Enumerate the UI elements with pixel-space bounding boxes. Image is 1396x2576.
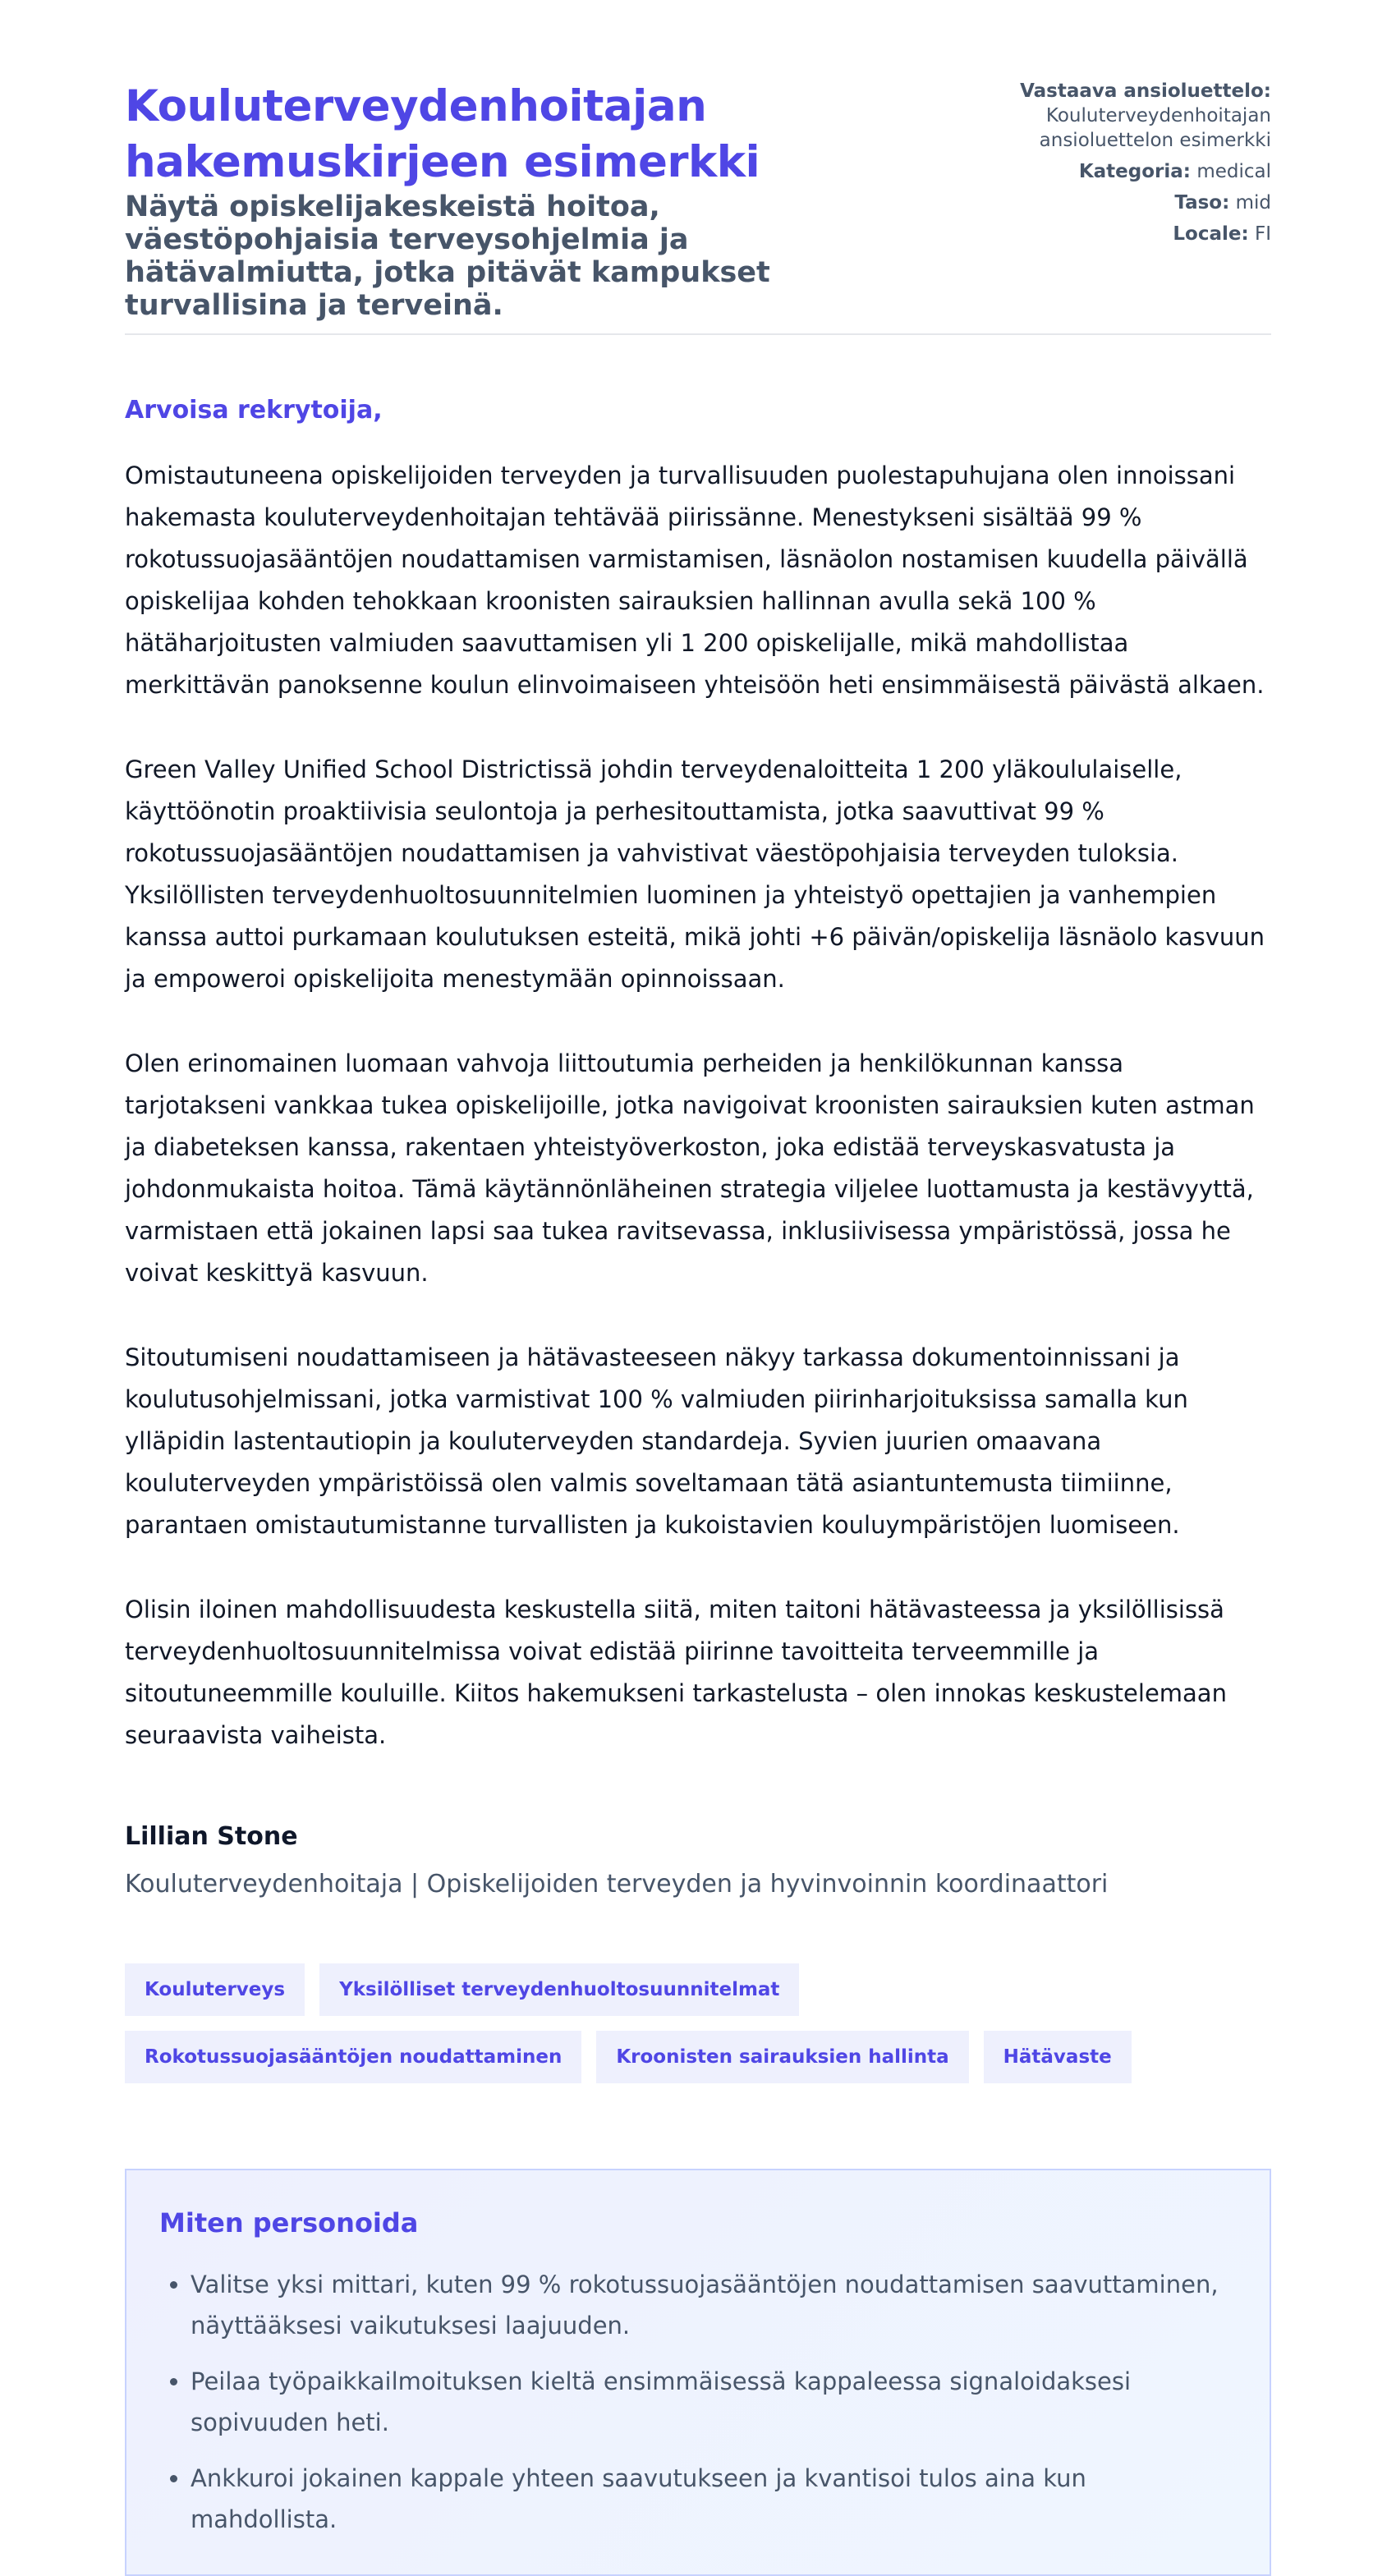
skill-tag: Rokotussuojasääntöjen noudattaminen: [125, 2031, 581, 2083]
meta-locale-value: FI: [1254, 223, 1271, 245]
skill-tag: Kouluterveys: [125, 1963, 305, 2016]
meta-category-label: Kategoria:: [1078, 161, 1191, 182]
letter-paragraph: Olen erinomainen luomaan vahvoja liittoutumia perheiden ja henkilökunnan kanssa tarjotakseni vankkaa tukea opiskelijoille, jotka navigoivat kroonisten sairauksien kuten astman ja diabeteksen kanssa, rakentaen yhteistyöverkoston, joka edistää terveyskasvatusta ja johdonmukaista hoitoa. Tämä käytännönläheinen strategia viljelee luottamusta ja kestävyyttä, varmistaen että jokainen lapsi saa tukea ravitsevassa, inklusiivisessa ympäristössä, jossa he voivat keskittyä kasvuun.: [125, 1049, 1255, 1287]
header-divider: [125, 333, 1271, 335]
title-block: [125, 79, 847, 322]
skill-tag: Yksilölliset terveydenhuoltosuunnitelmat: [319, 1963, 799, 2016]
meta-resume: [910, 79, 1271, 153]
letter-paragraph: Sitoutumiseni noudattamiseen ja hätävasteeseen näkyy tarkassa dokumentoinnissani ja koulutusohjelmissani, jotka varmistivat 100 % valmiuden piirinharjoituksissa samalla kun ylläpidin lastentautiopin ja kouluterveyden standardeja. Syvien juurien omaavana kouluterveyden ympäristöissä olen valmis soveltamaan tätä asiantuntemusta tiimiinne, parantaen omistautumistanne turvallisten ja kukoistavien kouluympäristöjen luomiseen.: [125, 1343, 1188, 1539]
tips-title: Miten personoida: [159, 2207, 419, 2239]
meta-level: [910, 191, 1271, 215]
signature-name: Lillian Stone: [125, 1822, 298, 1851]
meta-level-label: Taso:: [1174, 192, 1230, 214]
letter-body: [125, 455, 1271, 1756]
letter-paragraph: Olisin iloinen mahdollisuudesta keskustella siitä, miten taitoni hätävasteessa ja yksilöllisissä terveydenhuoltosuunnitelmissa voivat edistää piirinne tavoitteita terveemmille ja sitoutuneemmille kouluille. Kiitos hakemukseni tarkastelusta – olen innokas keskustelemaan seuraavista vaiheista.: [125, 1596, 1227, 1749]
tips-list: [159, 2264, 1237, 2540]
page-header: [125, 79, 1271, 333]
letter-greeting: Arvoisa rekrytoija,: [125, 396, 383, 425]
signature-block: [125, 1821, 1271, 1901]
skill-tag: Hätävaste: [984, 2031, 1132, 2083]
page-title: Kouluterveydenhoitajan hakemuskirjeen esimerkki: [125, 81, 760, 187]
tip-item: • Ankkuroi jokainen kappale yhteen saavutukseen ja kvantisoi tulos aina kun mahdollista.: [191, 2458, 1237, 2540]
meta-panel: [910, 79, 1271, 253]
skill-tag: Kroonisten sairauksien hallinta: [596, 2031, 968, 2083]
signature-role: Kouluterveydenhoitaja | Opiskelijoiden terveyden ja hyvinvoinnin koordinaattori: [125, 1870, 1109, 1899]
letter-paragraph: Green Valley Unified School Districtissä johdin terveydenaloitteita 1 200 yläkoululaiselle, käyttöönotin proaktiivisia seulontoja ja perhesitouttamista, jotka saavuttivat 99 % rokotussuojasääntöjen noudattamisen ja vahvistivat väestöpohjaisia terveyden tuloksia. Yksilöllisten terveydenhuoltosuunnitelmien luominen ja yhteistyö opettajien ja vanhempien kanssa auttoi purkamaan koulutuksen esteitä, mikä johti +6 päivän/opiskelija läsnäolo kasvuun ja empoweroi opiskelijoita menestymään opinnoissaan.: [125, 755, 1265, 993]
meta-resume-label: Vastaava ansioluettelo:: [1020, 80, 1271, 102]
meta-level-value: mid: [1235, 192, 1271, 214]
meta-locale-label: Locale:: [1173, 223, 1249, 245]
meta-resume-value[interactable]: Kouluterveydenhoitajan ansioluettelon esimerkki: [1039, 105, 1271, 151]
letter-paragraph: Omistautuneena opiskelijoiden terveyden ja turvallisuuden puolestapuhujana olen innoissani hakemasta kouluterveydenhoitajan tehtävää piirissänne. Menestykseni sisältää 99 % rokotussuojasääntöjen noudattamisen varmistamisen, läsnäolon nostamisen kuudella päivällä opiskelijaa kohden tehokkaan kroonisten sairauksien hallinnan avulla sekä 100 % hätäharjoitusten valmiuden saavuttamisen yli 1 200 opiskelijalle, mikä mahdollistaa merkittävän panoksenne koulun elinvoimaiseen yhteisöön heti ensimmäisestä päivästä alkaen.: [125, 461, 1265, 699]
meta-locale: [910, 222, 1271, 246]
meta-category-value: medical: [1196, 161, 1271, 182]
tip-item: • Peilaa työpaikkailmoituksen kieltä ensimmäisessä kappaleessa signaloidaksesi sopivuuden heti.: [191, 2361, 1237, 2443]
meta-category: [910, 159, 1271, 184]
page-subtitle: Näytä opiskelijakeskeistä hoitoa, väestöpohjaisia terveysohjelmia ja hätävalmiutta, jotka pitävät kampukset turvallisina ja terveinä.: [125, 191, 770, 322]
skill-tags: [125, 1963, 1209, 2083]
personalization-tips-panel: [125, 2169, 1271, 2576]
tip-item: • Valitse yksi mittari, kuten 99 % rokotussuojasääntöjen noudattamisen saavuttaminen, näyttääksesi vaikutuksesi laajuuden.: [191, 2264, 1237, 2346]
